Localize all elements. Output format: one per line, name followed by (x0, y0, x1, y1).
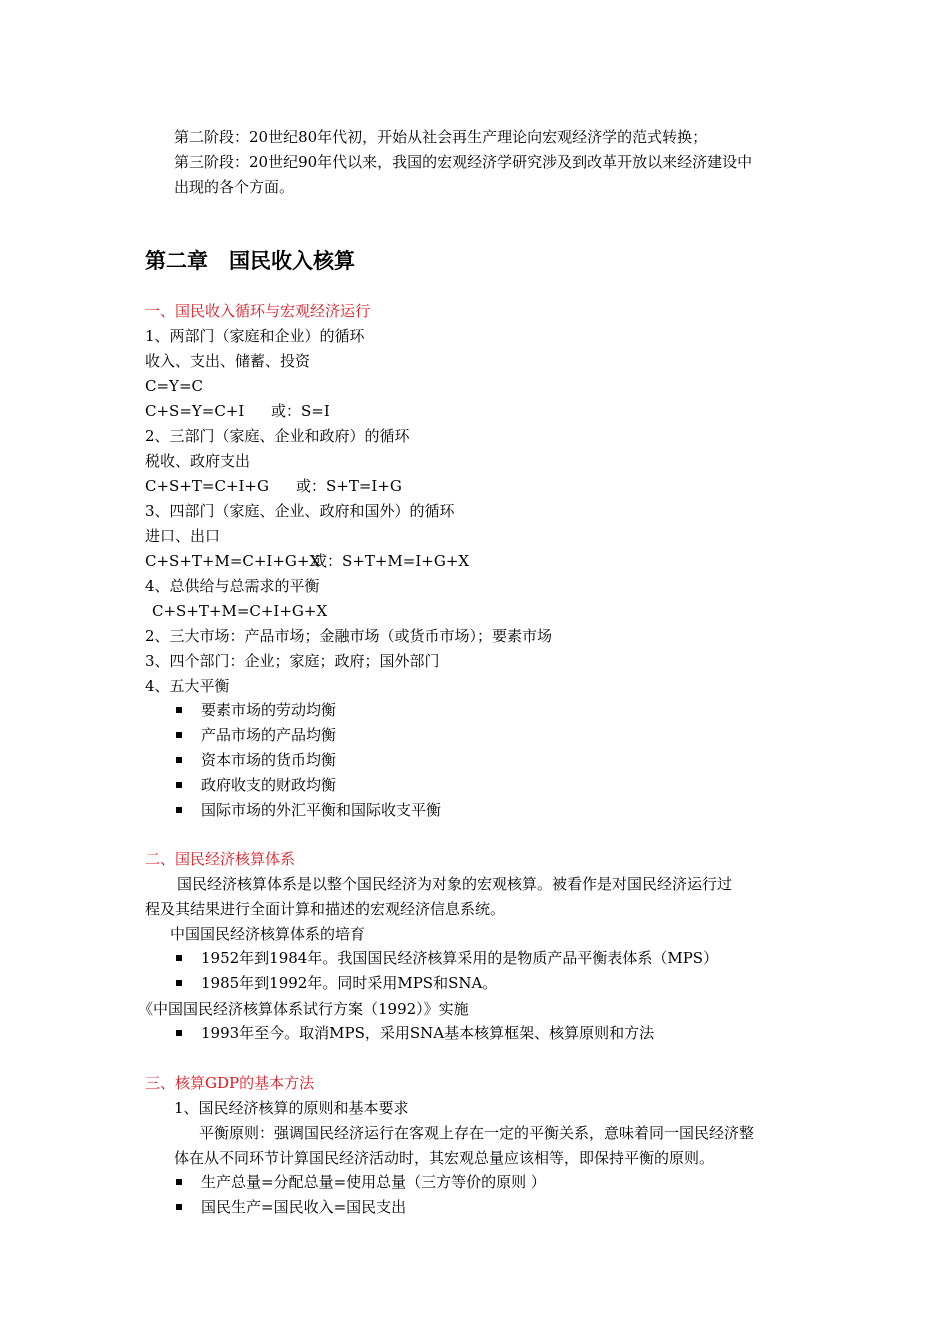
intro-stage3-line2: 出现的各个方面。 (174, 178, 295, 196)
list-item: 国际市场的外汇平衡和国际收支平衡 (201, 801, 442, 819)
section1-line: 3、四个部门：企业；家庭；政府；国外部门 (145, 652, 440, 670)
bullet-icon (176, 1030, 182, 1036)
intro-stage3-line1: 第三阶段：20世纪90年代以来，我国的宏观经济学研究涉及到改革开放以来经济建设中 (174, 153, 753, 171)
section1-line: 3、四部门（家庭、企业、政府和国外）的循环 (145, 502, 455, 520)
section3-paragraph-line1: 平衡原则：强调国民经济运行在客观上存在一定的平衡关系，意味着同一国民经济整 (199, 1124, 755, 1142)
section1-line: 2、三部门（家庭、企业和政府）的循环 (145, 427, 410, 445)
section2-plan: 《中国国民经济核算体系试行方案（1992）》实施 (138, 1000, 469, 1018)
list-item: 生产总量=分配总量=使用总量（三方等价的原则 ） (201, 1173, 546, 1191)
bullet-icon (176, 757, 182, 763)
equation: C+S=Y=C+I (145, 402, 245, 420)
section1-line: 4、五大平衡 (145, 677, 230, 695)
bullet-icon (176, 980, 182, 986)
equation: C=Y=C (145, 377, 203, 395)
section1-line: 1、两部门（家庭和企业）的循环 (145, 327, 365, 345)
section1-line: 2、三大市场：产品市场；金融市场（或货币市场）；要素市场 (145, 627, 553, 645)
bullet-icon (176, 732, 182, 738)
section3-subheading: 1、国民经济核算的原则和基本要求 (174, 1099, 409, 1117)
section1-line: 进口、出口 (145, 527, 221, 545)
equation: C+S+T+M=C+I+G+X (152, 602, 328, 620)
bullet-icon (176, 955, 182, 961)
bullet-icon (176, 1179, 182, 1185)
equation-alt: 或：S=I (271, 402, 330, 420)
section1-line: 税收、政府支出 (145, 452, 251, 470)
list-item: 1985年到1992年。同时采用MPS和SNA。 (201, 974, 498, 992)
section1-line: 收入、支出、储蓄、投资 (145, 352, 311, 370)
section3-heading: 三、核算GDP的基本方法 (145, 1074, 315, 1092)
intro-stage2: 第二阶段：20世纪80年代初，开始从社会再生产理论向宏观经济学的范式转换； (174, 128, 708, 146)
list-item: 要素市场的劳动均衡 (201, 701, 337, 719)
bullet-icon (176, 807, 182, 813)
equation: C+S+T=C+I+G (145, 477, 269, 495)
list-item: 产品市场的产品均衡 (201, 726, 337, 744)
section1-line: 4、总供给与总需求的平衡 (145, 577, 320, 595)
section3-paragraph-line2: 体在从不同环节计算国民经济活动时，其宏观总量应该相等，即保持平衡的原则。 (174, 1149, 715, 1167)
section2-heading: 二、国民经济核算体系 (145, 850, 296, 868)
bullet-icon (176, 707, 182, 713)
list-item: 1993年至今。取消MPS，采用SNA基本核算框架、核算原则和方法 (201, 1024, 655, 1042)
list-item: 资本市场的货币均衡 (201, 751, 337, 769)
section1-heading: 一、国民收入循环与宏观经济运行 (145, 302, 371, 320)
list-item: 政府收支的财政均衡 (201, 776, 337, 794)
equation: C+S+T+M=C+I+G+X (145, 552, 321, 570)
list-item: 1952年到1984年。我国国民经济核算采用的是物质产品平衡表体系（MPS） (201, 949, 719, 967)
bullet-icon (176, 782, 182, 788)
section2-subheading: 中国国民经济核算体系的培育 (170, 925, 366, 943)
section2-paragraph-line2: 程及其结果进行全面计算和描述的宏观经济信息系统。 (145, 900, 506, 918)
list-item: 国民生产=国民收入=国民支出 (201, 1198, 407, 1216)
equation-alt: 或：S+T+M=I+G+X (312, 552, 470, 570)
section2-paragraph-line1: 国民经济核算体系是以整个国民经济为对象的宏观核算。被看作是对国民经济运行过 (177, 875, 733, 893)
equation-alt: 或：S+T=I+G (296, 477, 402, 495)
chapter-title: 第二章 国民收入核算 (145, 249, 355, 273)
bullet-icon (176, 1204, 182, 1210)
